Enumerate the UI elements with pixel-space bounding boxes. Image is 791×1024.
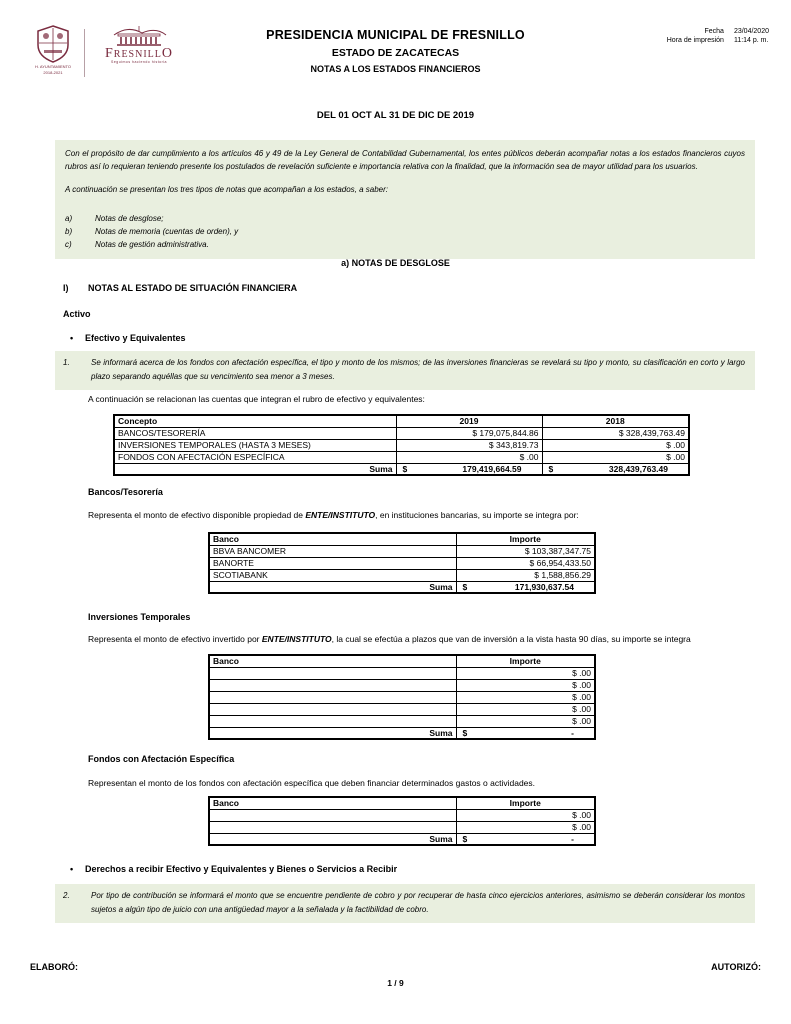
suma-amount: $ - [456,833,595,845]
table-row [209,545,595,557]
suma-label: Suma [209,833,456,845]
row-value-cell: $ 328,439,763.49 [542,427,689,439]
list-item-text: Notas de desglose; [95,214,164,223]
row-value-cell: $ 66,954,433.50 [456,557,595,569]
list-item-key: b) [65,227,73,236]
derechos-bullet-heading [70,864,397,874]
currency-symbol: $ [462,727,468,738]
row-value-cell: $ .00 [396,451,542,463]
efectivo-bullet-heading [70,333,186,343]
print-info [667,28,769,44]
intro-highlight-box [55,140,755,259]
period-title: DEL 01 OCT AL 31 DE DIC DE 2019 [316,110,475,121]
currency-symbol: $ [462,581,468,592]
table-row [209,667,595,679]
row-value-cell: $ 1,588,856.29 [456,569,595,581]
fresnillo-logo-name: FresnillO [104,46,173,61]
intro-paragraph-2: A continuación se presentan los tres tipos de notas que acompañan a los estados, a saber: [65,185,389,194]
table1-intro-text: A continuación se relacionan las cuentas que integran el rubro de efectivo y equivalentes: [88,394,425,404]
column-header-banco: Banco [209,533,456,545]
suma-amount: $ 171,930,637.54 [456,581,595,593]
suma-2019-amount: $ 179,419,664.59 [396,463,542,475]
activo-heading: Activo [63,309,91,319]
derechos-heading-text: Derechos a recibir Efectivo y Equivalentes y Bienes o Servicios a Recibir [85,864,398,874]
suma-row [209,727,595,739]
row-label-cell: SCOTIABANK [209,569,456,581]
row-value-cell: $ .00 [542,451,689,463]
fecha-value: 23/04/2020 [733,28,769,35]
column-header-importe: Importe [456,533,595,545]
table-row [114,439,689,451]
list-item-key: a) [65,214,73,223]
intro-paragraph-1: Con el propósito de dar cumplimiento a los artículos 46 y 49 de la Ley General de Contabilidad Gubernamental, los entes públicos deberán acompañar notas a los estados financieros cuyos rubros así lo requieran teniendo presente los postulados de revelación suficiente e importancia relativa con la finalidad, que la información sea de mayor utilidad para los usuarios. [65,149,745,171]
list-item [65,238,745,251]
list-item-text: Notas de gestión administrativa. [95,240,209,249]
fresnillo-logo-tagline: Seguimos haciendo historia [111,60,167,64]
section-i-key: I) [63,283,69,293]
list-item-text: Notas de memoria (cuentas de orden), y [95,227,239,236]
table-header-row [209,797,595,809]
bancos-table [208,532,596,594]
ente-instituto-emphasis: ENTE/INSTITUTO [305,510,376,520]
suma-row [114,463,689,475]
suma-label: Suma [209,727,456,739]
column-header-importe: Importe [456,655,595,667]
suma-amount: $ - [456,727,595,739]
table-header-row [209,655,595,667]
row-label-cell: BBVA BANCOMER [209,545,456,557]
suma-label: Suma [209,581,456,593]
row-value-cell: $ .00 [456,715,595,727]
elaboro-label: ELABORÓ: [30,962,78,972]
row-value-cell: $ .00 [456,809,595,821]
row-value-cell: $ .00 [456,679,595,691]
suma-row [209,833,595,845]
list-item-key: c) [65,240,72,249]
row-label-cell: INVERSIONES TEMPORALES (HASTA 3 MESES) [114,439,396,451]
table-row [209,679,595,691]
crest-caption-line2: 2018-2021 [43,70,63,75]
table-row [114,451,689,463]
table-row [209,691,595,703]
page-number: 1 / 9 [387,978,404,988]
row-value-cell: $ 343,819.73 [396,439,542,451]
section-i-title: NOTAS AL ESTADO DE SITUACIÓN FINANCIERA [88,283,298,293]
row-label-cell [209,715,456,727]
note-2-number: 2. [63,891,70,900]
row-value-cell: $ .00 [456,821,595,833]
currency-symbol: $ [402,463,408,474]
hora-value: 11:14 p. m. [733,37,769,44]
inversiones-temporales-heading: Inversiones Temporales [88,612,191,622]
row-label-cell: BANORTE [209,557,456,569]
note-1-highlight [55,351,755,390]
inversiones-table [208,654,596,740]
crest-caption-line1: H. AYUNTAMIENTO [34,64,71,69]
column-header-2019: 2019 [396,415,542,427]
suma-row [209,581,595,593]
row-label-cell: BANCOS/TESORERÍA [114,427,396,439]
column-header-concepto: Concepto [114,415,396,427]
list-item [65,212,745,225]
row-value-cell: $ .00 [456,667,595,679]
document-subtitle-notes: NOTAS A LOS ESTADOS FINANCIEROS [310,64,481,74]
row-value-cell: $ .00 [456,691,595,703]
fecha-label: Fecha [704,28,724,35]
row-value-cell: $ .00 [456,703,595,715]
hora-label: Hora de impresión [666,37,724,44]
table-row [114,427,689,439]
column-header-importe: Importe [456,797,595,809]
table-header-row [209,533,595,545]
table-row [209,809,595,821]
row-value-cell: $ .00 [542,439,689,451]
row-value-cell: $ 103,387,347.75 [456,545,595,557]
suma-label: Suma [114,463,396,475]
row-label-cell: FONDOS CON AFECTACIÓN ESPECÍFICA [114,451,396,463]
section-i-heading [63,283,297,293]
note-1-text: Se informará acerca de los fondos con afectación específica, el tipo y monto de los mismos; de las inversiones financieras se revelará su tipo y monto, su clasificación en corto y largo plazo separando aquéllas que su vencimiento sea menor a 3 meses. [91,358,745,381]
column-header-banco: Banco [209,655,456,667]
fondos-afectacion-heading: Fondos con Afectación Específica [88,754,235,764]
table-row [209,703,595,715]
row-label-cell [209,667,456,679]
autorizo-label: AUTORIZÓ: [711,962,761,972]
row-label-cell [209,809,456,821]
suma-2018-amount: $ 328,439,763.49 [542,463,689,475]
note-2-text: Por tipo de contribución se informará el monto que se encuentre pendiente de cobro y por recuperar de hasta cinco ejercicios anteriores, asimismo se deberán considerar los montos sujetos a algún tipo de juicio con una antigüedad mayor a la señalada y la factibilidad de cobro. [91,891,745,914]
row-label-cell [209,703,456,715]
table-row [209,569,595,581]
notes-type-list [65,212,745,251]
list-item [65,225,745,238]
table-row [209,557,595,569]
currency-symbol: $ [462,833,468,844]
row-label-cell [209,821,456,833]
table-row [209,715,595,727]
table-row [209,821,595,833]
column-header-banco: Banco [209,797,456,809]
row-label-cell [209,691,456,703]
bullet-icon: • [70,864,74,874]
note-2-highlight [55,884,755,923]
currency-symbol: $ [548,463,554,474]
column-header-2018: 2018 [542,415,689,427]
table-header-row [114,415,689,427]
fondos-table [208,796,596,846]
note-1-number: 1. [63,358,70,367]
section-a-title: a) NOTAS DE DESGLOSE [341,258,450,268]
bullet-icon: • [70,333,74,343]
efectivo-equivalentes-table [113,414,690,476]
document-title: PRESIDENCIA MUNICIPAL DE FRESNILLO [266,28,525,42]
bancos-tesoreria-heading: Bancos/Tesorería [88,487,163,497]
bancos-description: Representa el monto de efectivo disponible propiedad de ENTE/INSTITUTO, en instituciones bancarias, su importe se integra por: [88,510,579,520]
ente-instituto-emphasis: ENTE/INSTITUTO [261,634,332,644]
efectivo-heading-text: Efectivo y Equivalentes [85,333,186,343]
row-label-cell [209,679,456,691]
row-value-cell: $ 179,075,844.86 [396,427,542,439]
document-subtitle-state: ESTADO DE ZACATECAS [331,47,460,59]
fondos-description: Representan el monto de los fondos con afectación específica que deben financiar determinados gastos o actividades. [88,778,536,788]
inversiones-description: Representa el monto de efectivo invertido por ENTE/INSTITUTO, la cual se efectúa a plazos que van de inversión a la vista hasta 90 días, su importe se integra [88,634,691,644]
